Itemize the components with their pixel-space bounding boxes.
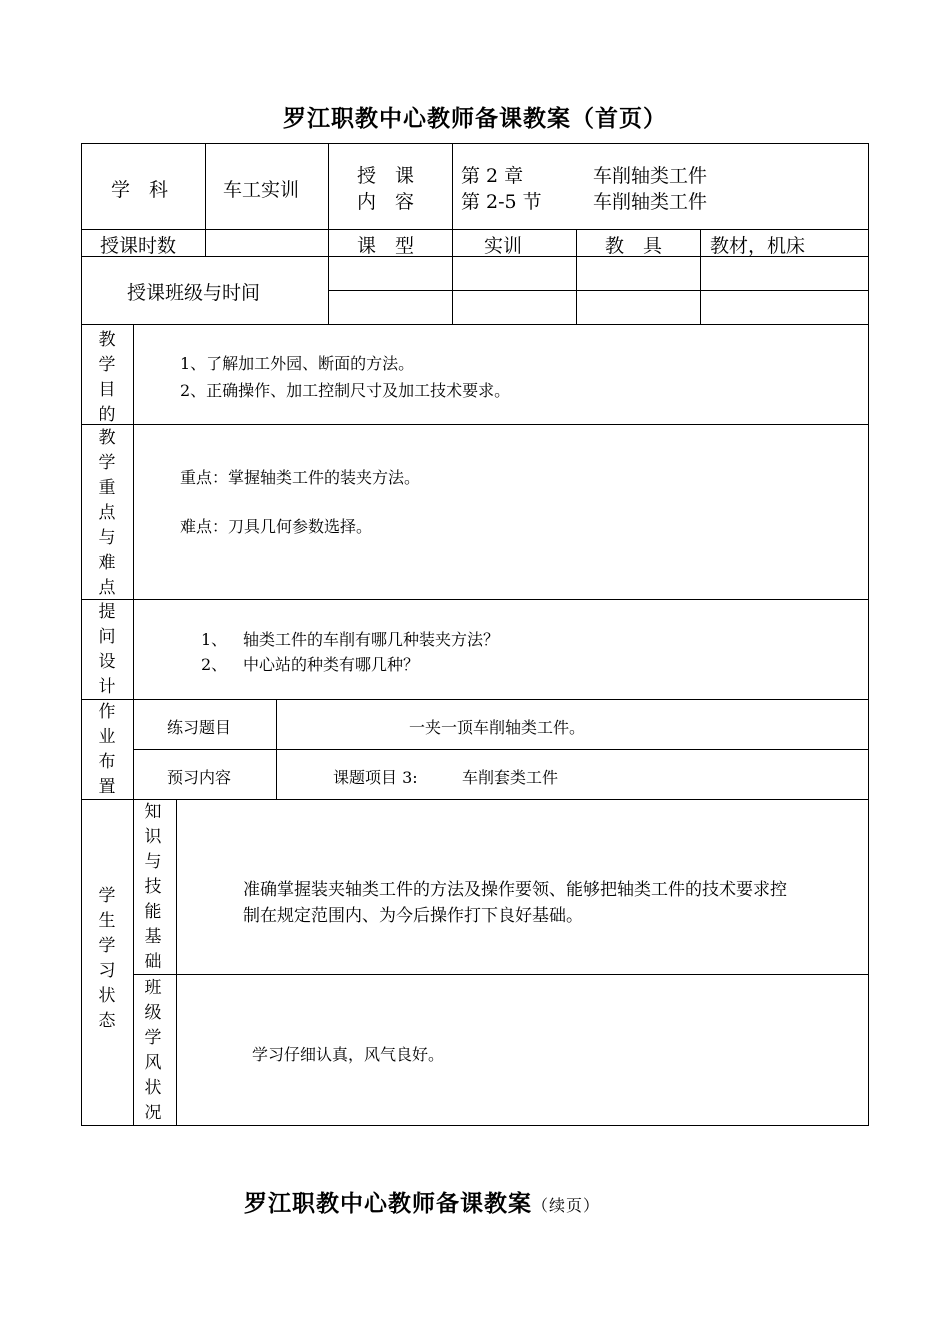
exercise-value: 一夹一顶车削轴类工件。 bbox=[409, 718, 586, 737]
section-number: 第 2-5 节 bbox=[461, 191, 542, 213]
chapter-number: 第 2 章 bbox=[461, 165, 524, 187]
hours-label: 授课时数 bbox=[100, 235, 177, 257]
col-divider bbox=[133, 324, 134, 1125]
row-divider bbox=[81, 799, 869, 800]
section-title: 车削轴类工件 bbox=[593, 191, 708, 213]
content-label-line1: 授 课 bbox=[357, 165, 415, 187]
col-divider bbox=[176, 799, 177, 1125]
continuation-title bbox=[244, 1185, 600, 1218]
continuation-title-main: 罗江职教中心教师备课教案 bbox=[244, 1190, 532, 1217]
continuation-title-sub: （续页） bbox=[532, 1196, 601, 1215]
keypoints-label: 教 学 重 点 与 难 点 bbox=[98, 428, 116, 598]
question-text: 轴类工件的车削有哪几种装夹方法？ bbox=[243, 630, 500, 649]
row-divider bbox=[81, 424, 869, 425]
question-text: 中心站的种类有哪几种？ bbox=[243, 655, 420, 674]
question-number: 1、 bbox=[201, 630, 228, 649]
tools-value: 教材，机床 bbox=[710, 235, 806, 257]
table-border-top bbox=[81, 143, 869, 144]
objective-item: 1、了解加工外园、断面的方法。 bbox=[180, 354, 415, 373]
row-divider bbox=[81, 599, 869, 600]
type-label: 课 型 bbox=[357, 235, 415, 257]
table-border-left bbox=[81, 143, 82, 1126]
row-divider bbox=[328, 290, 869, 291]
subject-value: 车工实训 bbox=[223, 179, 300, 201]
tools-label: 教 具 bbox=[605, 235, 663, 257]
homework-label: 作 业 布 置 bbox=[98, 702, 116, 797]
type-value: 实训 bbox=[484, 235, 523, 257]
class-style-label: 班 级 学 风 状 况 bbox=[144, 978, 162, 1123]
subject-label: 学 科 bbox=[111, 179, 169, 201]
preview-label: 预习内容 bbox=[167, 768, 232, 787]
difficulty-text: 难点：刀具几何参数选择。 bbox=[180, 517, 373, 536]
knowledge-text: 制在规定范围内、为今后操作打下良好基础。 bbox=[243, 906, 583, 926]
chapter-title: 车削轴类工件 bbox=[593, 165, 708, 187]
row-divider bbox=[133, 749, 869, 750]
col-divider bbox=[205, 143, 206, 229]
class-style-text: 学习仔细认真，风气良好。 bbox=[252, 1045, 445, 1064]
col-divider bbox=[452, 143, 453, 324]
preview-project: 课题项目 3: bbox=[333, 768, 418, 787]
col-divider bbox=[576, 229, 577, 324]
objectives-label: 教 学 目 的 bbox=[98, 330, 116, 425]
knowledge-text: 准确掌握装夹轴类工件的方法及操作要领、能够把轴类工件的技术要求控 bbox=[243, 880, 787, 900]
exercise-label: 练习题目 bbox=[167, 718, 232, 737]
col-divider bbox=[276, 699, 277, 799]
question-number: 2、 bbox=[201, 655, 228, 674]
focus-text: 重点：掌握轴类工件的装夹方法。 bbox=[180, 468, 421, 487]
col-divider bbox=[205, 229, 206, 256]
row-divider bbox=[133, 974, 869, 975]
student-status-label: 学 生 学 习 状 态 bbox=[98, 886, 116, 1031]
content-label-line2: 内 容 bbox=[357, 191, 415, 213]
questions-label: 提 问 设 计 bbox=[98, 602, 116, 697]
page-title: 罗江职教中心教师备课教案（首页） bbox=[283, 105, 667, 132]
row-divider bbox=[81, 324, 869, 325]
knowledge-label: 知 识 与 技 能 基 础 bbox=[144, 802, 162, 972]
row-divider bbox=[81, 699, 869, 700]
class-time-label: 授课班级与时间 bbox=[127, 282, 261, 304]
objective-item: 2、正确操作、加工控制尺寸及加工技术要求。 bbox=[180, 381, 511, 400]
col-divider bbox=[328, 143, 329, 324]
col-divider bbox=[700, 229, 701, 324]
preview-topic: 车削套类工件 bbox=[462, 768, 559, 787]
row-divider bbox=[81, 229, 869, 230]
table-border-bottom bbox=[81, 1125, 869, 1126]
lesson-plan-table bbox=[81, 143, 869, 1126]
